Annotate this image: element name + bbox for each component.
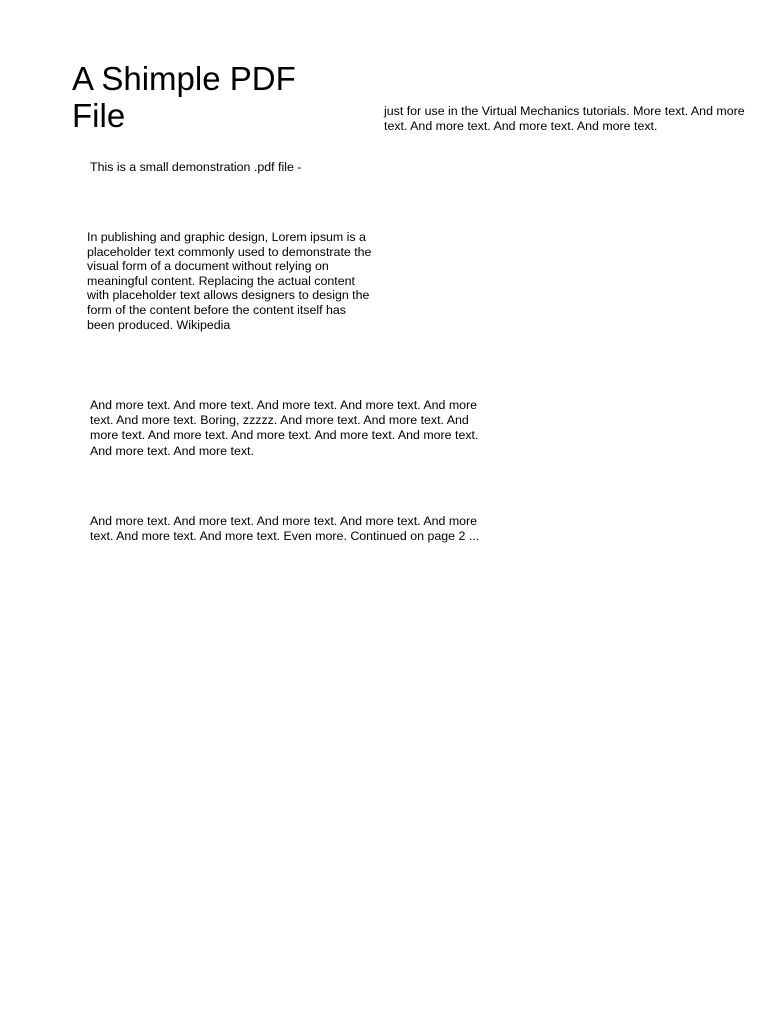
lorem-ipsum-paragraph: In publishing and graphic design, Lorem ipsum is a placeholder text commonly used to demonstrate the visual form of a document without relying on meaningful content. Replacing the actual content with placeholder text allows designers to design the form of the content before the content itself has been produced. Wikipedia bbox=[87, 230, 372, 332]
more-text-paragraph-1: And more text. And more text. And more text. And more text. And more text. And more text. Boring, zzzzz. And more text. And more text. And more text. And more text. And more text. And more text. And more text. And more text. And more text. bbox=[90, 398, 479, 458]
intro-paragraph: This is a small demonstration .pdf file - bbox=[90, 160, 302, 174]
more-text-paragraph-2: And more text. And more text. And more text. And more text. And more text. And more text. And more text. Even more. Continued on page 2 ... bbox=[90, 514, 480, 544]
right-column-paragraph: just for use in the Virtual Mechanics tutorials. More text. And more text. And more text. And more text. And more text. bbox=[384, 104, 745, 133]
document-title: A Shimple PDF File bbox=[72, 60, 296, 134]
